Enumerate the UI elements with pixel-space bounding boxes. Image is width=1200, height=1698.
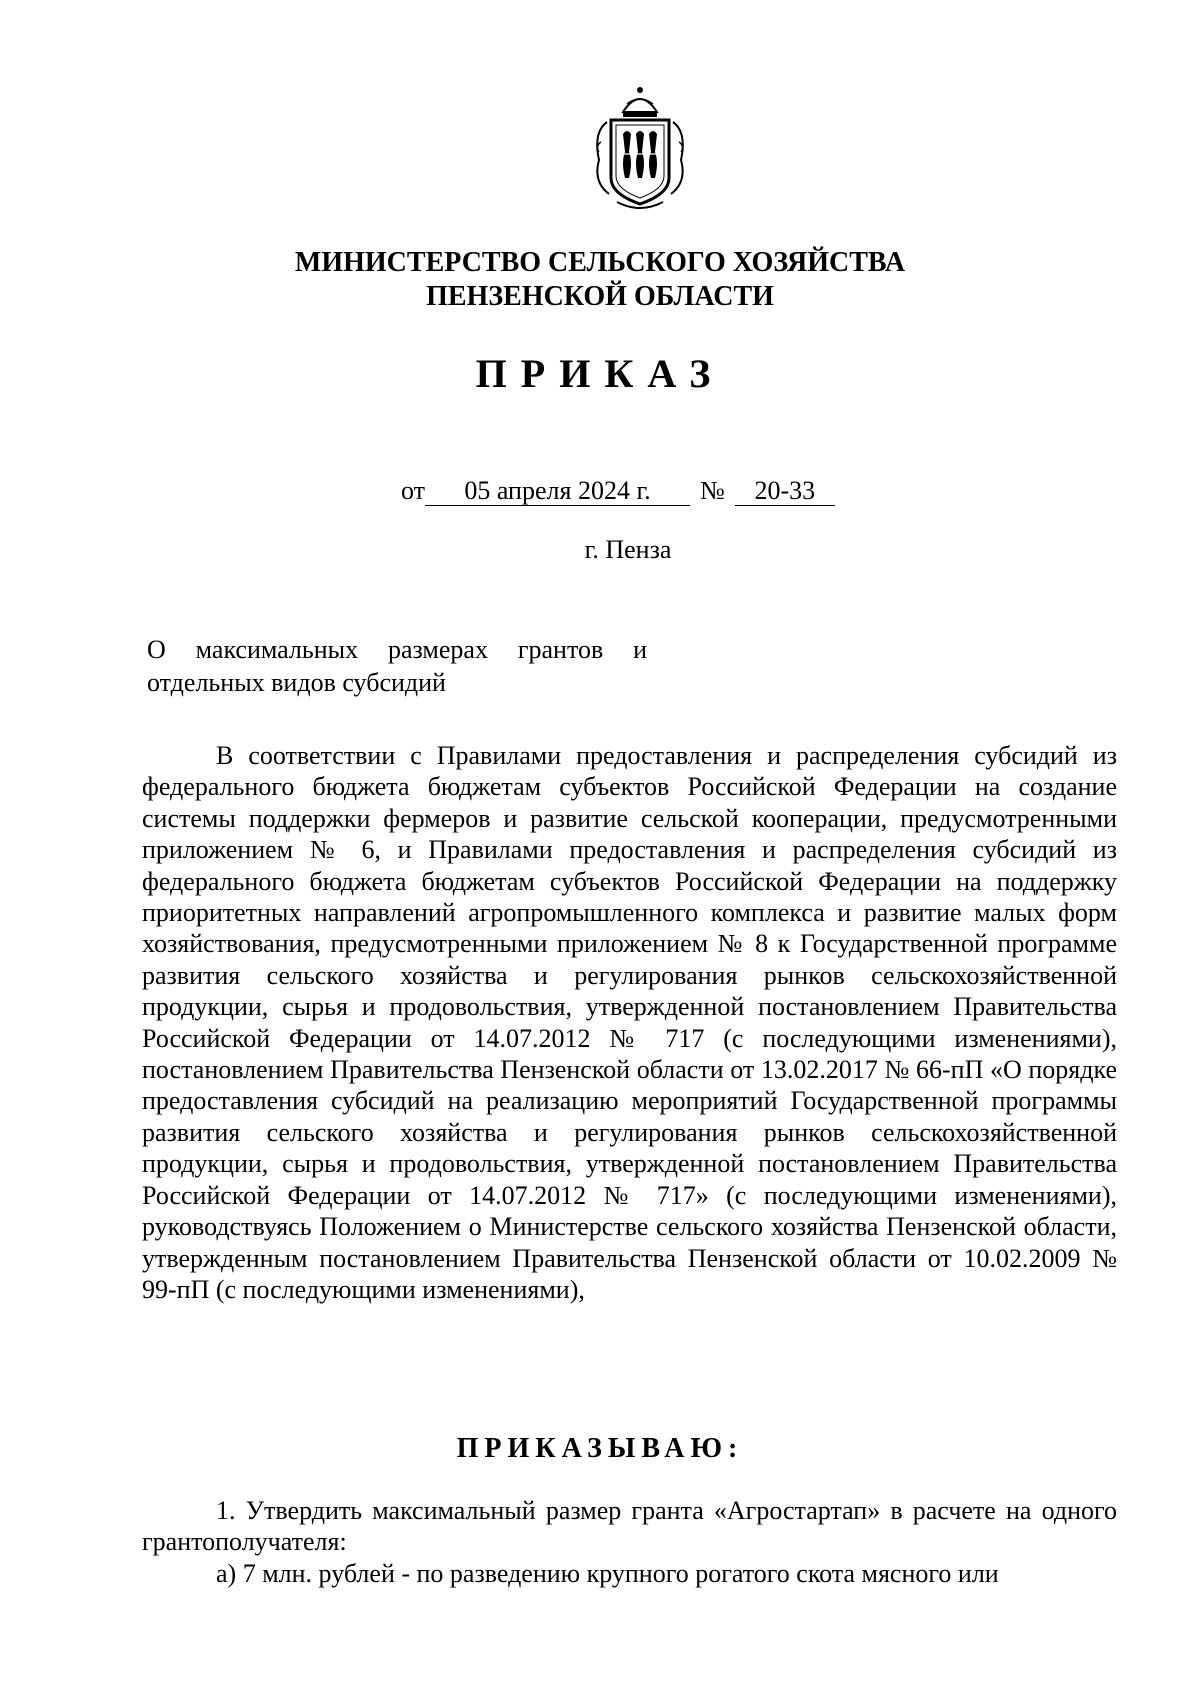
order-item-1a: а) 7 млн. рублей - по разведению крупного рогатого скота мясного или: [216, 1559, 999, 1588]
date-number-line: [401, 475, 835, 507]
document-type-title: ПРИКАЗ: [475, 351, 725, 396]
coat-of-arms-icon: [587, 82, 693, 214]
ministry-name-line2: ПЕНЗЕНСКОЙ ОБЛАСТИ: [426, 281, 774, 312]
document-city: г. Пенза: [584, 535, 672, 564]
number-sign: №: [700, 476, 725, 505]
ministry-name-line1: МИНИСТЕРСТВО СЕЛЬСКОГО ХОЗЯЙСТВА: [294, 247, 906, 278]
order-item-1: 1. Утвердить максимальный размер гранта «Агростартап» в расчете на одного грантополучателя:: [142, 1496, 1117, 1557]
document-subject: О максимальных размерах грантов и отдельных видов субсидий: [147, 635, 647, 697]
document-number: 20-33: [735, 477, 835, 506]
date-prefix: от: [401, 476, 426, 505]
order-heading: ПРИКАЗЫВАЮ:: [456, 1433, 744, 1464]
preamble-paragraph: В соответствии с Правилами предоставления и распределения субсидий из федерального бюджета бюджетам субъектов Российской Федерации на создание системы поддержки фермеров и развитие сельской кооперации, предусмотренными приложением № 6, и Правилами предоставления и распределения субсидий из федерального бюджета бюджетам субъектов Российской Федерации на поддержку приоритетных направлений агропромышленного комплекса и развитие малых форм хозяйствования, предусмотренными приложением № 8 к Государственной программе развития сельского хозяйства и регулирования рынков сельскохозяйственной продукции, сырья и продовольствия, утвержденной постановлением Правительства Российской Федерации от 14.07.2012 № 717 (с последующими изменениями), постановлением Правительства Пензенской области от 13.02.2017 № 66-пП «О порядке предоставления субсидий на реализацию мероприятий Государственной программы развития сельского хозяйства и регулирования рынков сельскохозяйственной продукции, сырья и продовольствия, утвержденной постановлением Правительства Российской Федерации от 14.07.2012 № 717» (с последующими изменениями), руководствуясь Положением о Министерстве сельского хозяйства Пензенской области, утвержденным постановлением Правительства Пензенской области от 10.02.2009 № 99-пП (с последующими изменениями),: [142, 741, 1117, 1304]
document-date: 05 апреля 2024 г.: [425, 477, 690, 506]
